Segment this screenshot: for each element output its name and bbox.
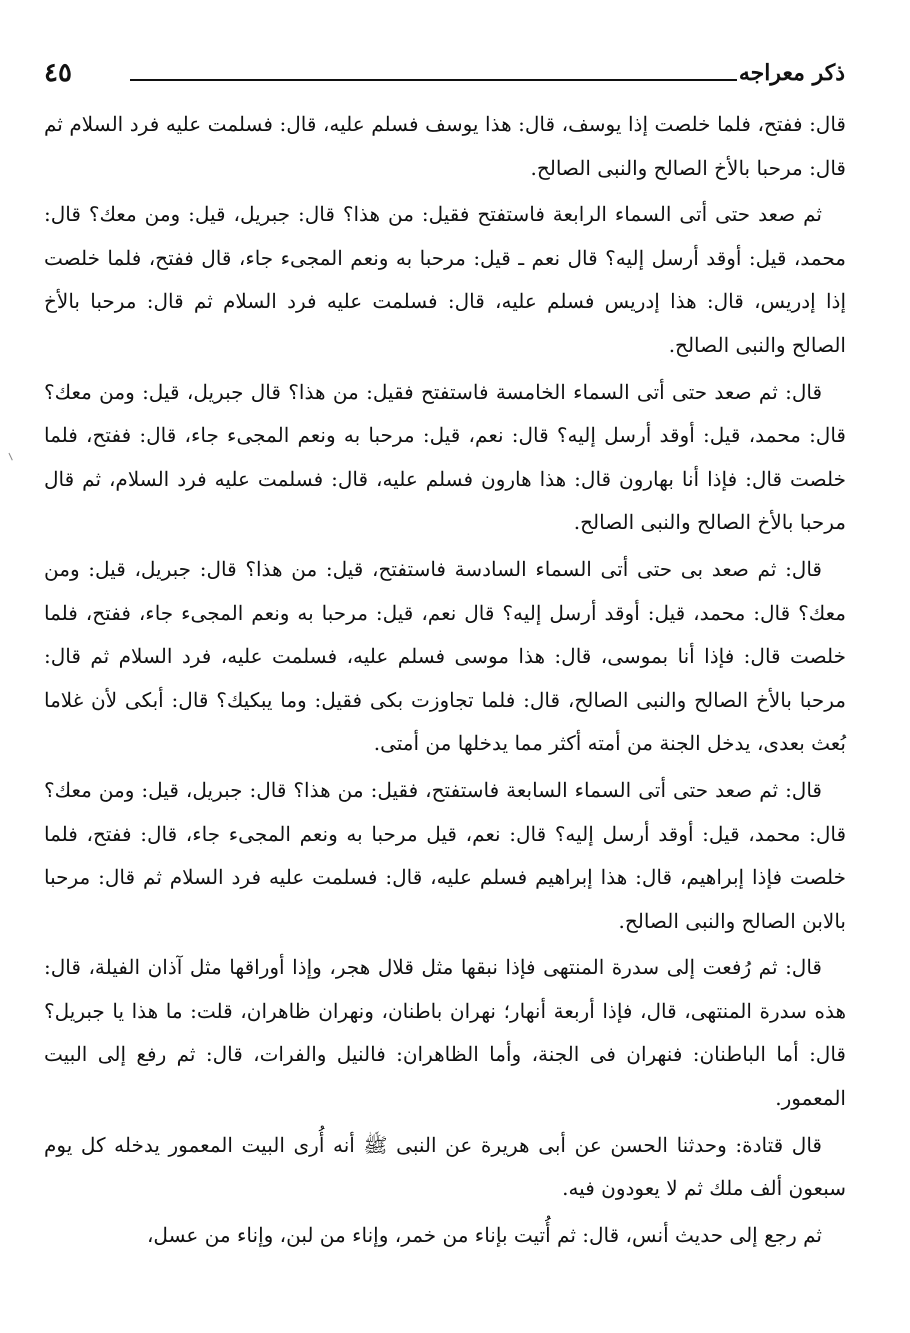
body-text (44, 103, 846, 1257)
paragraph: قال: ثم رُفعت إلى سدرة المنتهى فإذا نبقها مثل قلال هجر، وإذا أوراقها مثل آذان الفيلة، قال: هذه سدرة المنتهى، قال، فإذا أربعة أنهار؛ نهران باطنان، ونهران ظاهران، قلت: ما هذا يا جبريل؟ قال: أما الباطنان: فنهران فى الجنة، وأما الظاهران: فالنيل والفرات، قال: ثم رفع إلى البيت المعمور. (44, 955, 846, 1111)
paragraph: قال: ثم صعد حتى أتى السماء السابعة فاستفتح، فقيل: من هذا؟ قال: جبريل، قيل: ومن معك؟ قال: محمد، قيل: أوقد أرسل إليه؟ قال: نعم، قيل مرحبا به ونعم المجىء جاء، قال: ففتح، فلما خلصت فإذا إبراهيم، قال: هذا إبراهيم فسلم عليه، قال: فسلمت عليه فرد السلام ثم قال: مرحبا بالابن الصالح والنبى الصالح. (44, 777, 846, 933)
paragraph: قال: ثم صعد حتى أتى السماء الخامسة فاستفتح فقيل: من هذا؟ قال جبريل، قيل: ومن معك؟ قال: محمد، قيل: أوقد أرسل إليه؟ قال: نعم، قيل: مرحبا به ونعم المجىء جاء، قال: ففتح، فلما خلصت قال: فإذا أنا بهارون قال: هذا هارون فسلم عليه، قال: فسلمت عليه فرد السلام، ثم قال مرحبا بالأخ الصالح والنبى الصالح. (44, 379, 846, 535)
paragraph: قال: ثم صعد بى حتى أتى السماء السادسة فاستفتح، قيل: من هذا؟ قال: جبريل، قيل: ومن معك؟ قال: محمد، قيل: أوقد أرسل إليه؟ قال نعم، قيل: مرحبا به ونعم المجىء جاء، ففتح، فلما خلصت قال: فإذا أنا بموسى، قال: هذا موسى فسلم عليه، فسلمت عليه، فرد السلام ثم قال: مرحبا بالأخ الصالح والنبى الصالح، قال: فلما تجاوزت بكى فقيل: وما يبكيك؟ قال: أبكى لأن غلاما بُعث بعدى، يدخل الجنة من أمته أكثر مما يدخلها من أمتى. (44, 556, 846, 756)
scan-mark (8, 452, 15, 461)
paragraph: ثم رجع إلى حديث أنس، قال: ثم أُتيت بإناء من خمر، وإناء من لبن، وإناء من عسل، (146, 1222, 822, 1247)
paragraph: قال: ففتح، فلما خلصت إذا يوسف، قال: هذا يوسف فسلم عليه، قال: فسلمت عليه فرد السلام ثم قال: مرحبا بالأخ الصالح والنبى الصالح. (44, 112, 846, 180)
header-rule (130, 79, 737, 81)
page-number: ٤٥ (44, 58, 72, 88)
paragraph: قال قتادة: وحدثنا الحسن عن أبى هريرة عن النبى ﷺ أنه أُرى البيت المعمور يدخله كل يوم سبعون ألف ملك ثم لا يعودون فيه. (44, 1132, 846, 1201)
chapter-title: ذكر معراجه (738, 60, 845, 86)
paragraph: ثم صعد حتى أتى السماء الرابعة فاستفتح فقيل: من هذا؟ قال: جبريل، قيل: ومن معك؟ قال: محمد، قيل: أوقد أرسل إليه؟ قال نعم ـ قيل: مرحبا به ونعم المجىء جاء، قال ففتح، فلما خلصت إذا إدريس، قال: هذا إدريس فسلم عليه، قال: فسلمت عليه فرد السلام ثم قال: مرحبا بالأخ الصالح والنبى الصالح. (44, 202, 846, 357)
running-header (40, 58, 845, 94)
